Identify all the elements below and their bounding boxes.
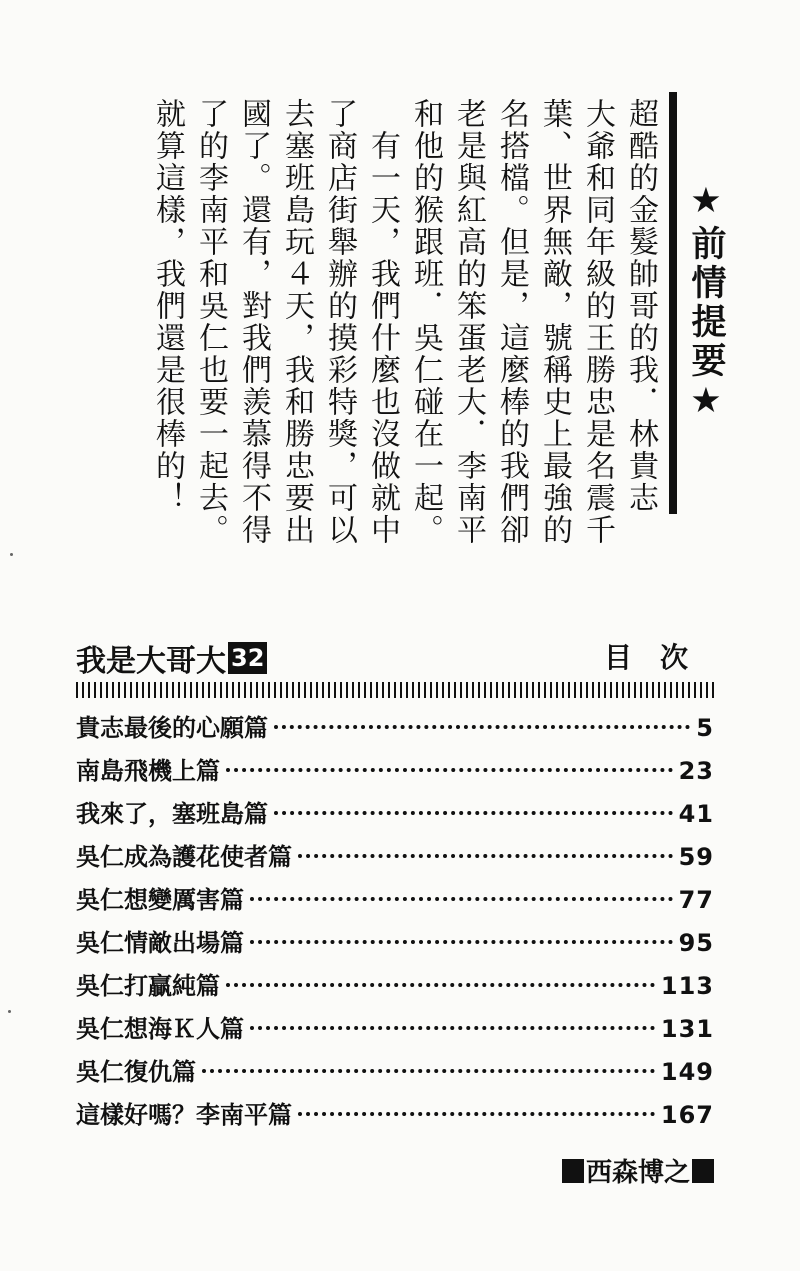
toc-entry-page: 77 <box>678 886 714 914</box>
toc-entry-page: 41 <box>678 800 714 828</box>
author-block-left <box>562 1159 584 1183</box>
toc-leader <box>250 940 673 944</box>
toc-list <box>76 708 714 1138</box>
toc-divider <box>76 682 714 698</box>
toc-entry-title: 我來了，塞班島篇 <box>76 800 268 828</box>
toc-entry[interactable] <box>76 1095 714 1138</box>
toc-leader <box>226 768 673 772</box>
toc-entry[interactable] <box>76 966 714 1009</box>
toc-entry[interactable] <box>76 923 714 966</box>
synopsis-line: 和他的猴跟班．吳仁碰在一起。 <box>408 98 443 546</box>
synopsis-line: 老是與紅高的笨蛋老大．李南平 <box>451 98 486 546</box>
synopsis-rule <box>669 92 677 514</box>
toc-entry[interactable] <box>76 751 714 794</box>
toc-entry-page: 23 <box>678 757 714 785</box>
toc-entry[interactable] <box>76 837 714 880</box>
toc-entry-title: 吳仁情敵出場篇 <box>76 929 244 957</box>
book-title <box>76 636 267 680</box>
toc-entry-page: 131 <box>660 1015 714 1043</box>
author-name: 西森博之 <box>585 1158 690 1188</box>
toc-leader <box>250 897 673 901</box>
synopsis-heading: ★前情提要★ <box>686 181 726 425</box>
synopsis-line: 國了。還有，對我們羨慕得不得 <box>236 98 271 546</box>
author-block-right <box>692 1159 714 1183</box>
toc-leader <box>202 1069 655 1073</box>
speck <box>10 553 13 556</box>
toc-leader <box>250 1026 655 1030</box>
toc-leader <box>274 725 690 729</box>
synopsis-text <box>150 98 662 546</box>
toc-entry[interactable] <box>76 880 714 923</box>
synopsis-line: 有一天，我們什麼也沒做就中 <box>365 98 400 546</box>
toc-leader <box>226 983 655 987</box>
volume-badge: 32 <box>228 642 267 674</box>
toc-entry-page: 5 <box>696 714 714 742</box>
synopsis-line: 就算這樣，我們還是很棒的！ <box>150 98 185 514</box>
toc-entry-page: 167 <box>660 1101 714 1129</box>
toc-entry[interactable] <box>76 794 714 837</box>
synopsis-line: 去塞班島玩４天，我和勝忠要出 <box>279 98 314 546</box>
toc-entry-page: 95 <box>678 929 714 957</box>
synopsis-line: 名搭檔。但是，這麼棒的我們卻 <box>494 98 529 546</box>
book-title-text: 我是大哥大 <box>76 644 226 679</box>
toc-entry-title: 吳仁打贏純篇 <box>76 972 220 1000</box>
toc-entry-page: 113 <box>660 972 714 1000</box>
toc-entry-title: 吳仁想海Ｋ人篇 <box>76 1015 244 1043</box>
synopsis-line: 超酷的金髮帥哥的我．林貴志 <box>623 98 658 514</box>
toc-entry-title: 貴志最後的心願篇 <box>76 714 268 742</box>
toc-leader <box>274 811 673 815</box>
toc-entry-title: 吳仁復仇篇 <box>76 1058 196 1086</box>
toc-leader <box>298 854 673 858</box>
toc-entry[interactable] <box>76 1052 714 1095</box>
toc-entry-title: 這樣好嗎？李南平篇 <box>76 1101 292 1129</box>
toc-entry-title: 吳仁想變厲害篇 <box>76 886 244 914</box>
synopsis-line: 了的李南平和吳仁也要一起去。 <box>193 98 228 546</box>
toc-heading: 目次 <box>603 641 716 674</box>
toc-entry-page: 59 <box>678 843 714 871</box>
speck <box>8 1010 11 1013</box>
synopsis-line: 了商店街舉辦的摸彩特獎，可以 <box>322 98 357 546</box>
toc-entry[interactable] <box>76 1009 714 1052</box>
toc-entry-title: 南島飛機上篇 <box>76 757 220 785</box>
toc-entry-title: 吳仁成為護花使者篇 <box>76 843 292 871</box>
author-credit <box>562 1152 714 1189</box>
toc-entry-page: 149 <box>660 1058 714 1086</box>
toc-entry[interactable] <box>76 708 714 751</box>
toc-leader <box>298 1112 655 1116</box>
synopsis-line: 葉、世界無敵，號稱史上最強的 <box>537 98 572 546</box>
synopsis-line: 大爺和同年級的王勝忠是名震千 <box>580 98 615 546</box>
